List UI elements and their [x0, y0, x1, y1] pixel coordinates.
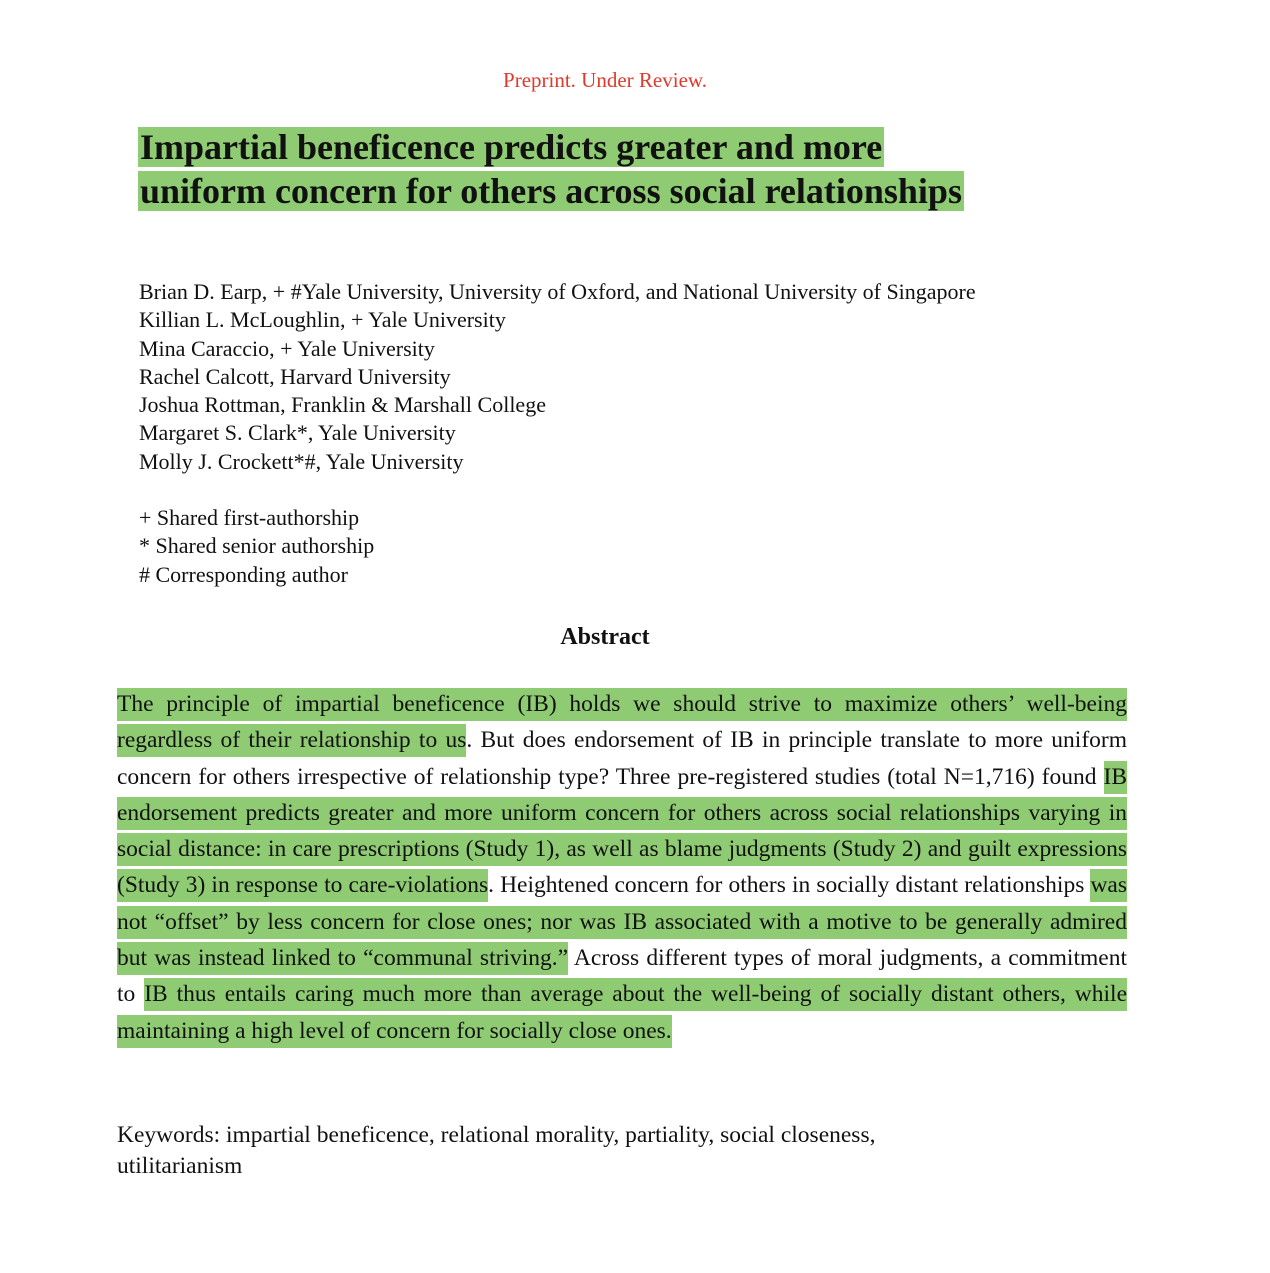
abstract-body [117, 686, 1127, 1049]
keywords-line: utilitarianism [117, 1153, 243, 1179]
author-line: Brian D. Earp, + #Yale University, University of Oxford, and National University of Singapore [139, 279, 976, 304]
abstract-highlight: The principle of impartial beneficence (IB) holds we should strive to maximize others’ well-being regardless of their relationship to us [117, 688, 1127, 757]
author-note: * Shared senior authorship [139, 533, 375, 559]
title-line-1: Impartial beneficence predicts greater and more [140, 127, 883, 167]
author-line: Joshua Rottman, Franklin & Marshall College [139, 392, 546, 418]
title-line-2: uniform concern for others across social relationships [140, 171, 962, 211]
keywords-line: Keywords: impartial beneficence, relational morality, partiality, social closeness, [117, 1122, 876, 1148]
author-list [139, 278, 976, 476]
author-line: Rachel Calcott, Harvard University [139, 363, 451, 389]
abstract-heading: Abstract [560, 624, 650, 650]
abstract-highlight: was not “offset” by less concern for close ones; nor was IB associated with a motive to be generally admired but was instead linked to “communal striving.” [117, 869, 1127, 975]
abstract-highlight: IB endorsement predicts greater and more uniform concern for others across social relationships varying in social distance: in care prescriptions (Study 1), as well as blame judgments (Study 2) and guilt expressions (Study 3) in response to care-violations [117, 761, 1127, 903]
author-line: Molly J. Crockett*#, Yale University [139, 448, 464, 474]
abstract-text: . But does endorsement of IB in principle translate to more uniform concern for others irrespective of relationship type? Three pre-registered studies (total N=1,716) found [117, 727, 1127, 790]
author-line: Killian L. McLoughlin, + Yale University [139, 307, 506, 333]
abstract-highlight: IB thus entails caring much more than average about the well-being of socially distant others, while maintaining a high level of concern for socially close ones. [117, 978, 1127, 1047]
author-note: + Shared first-authorship [139, 505, 360, 530]
paper-title [138, 125, 1098, 213]
author-notes [139, 504, 374, 589]
author-note: # Corresponding author [139, 561, 348, 587]
keywords [117, 1120, 1117, 1182]
author-line: Mina Caraccio, + Yale University [139, 335, 435, 361]
preprint-note: Preprint. Under Review. [503, 68, 707, 92]
abstract-text: . Heightened concern for others in socially distant relationships [488, 872, 1091, 899]
author-line: Margaret S. Clark*, Yale University [139, 420, 456, 446]
abstract-text: Across different types of moral judgments, a commitment to [117, 945, 1127, 1008]
